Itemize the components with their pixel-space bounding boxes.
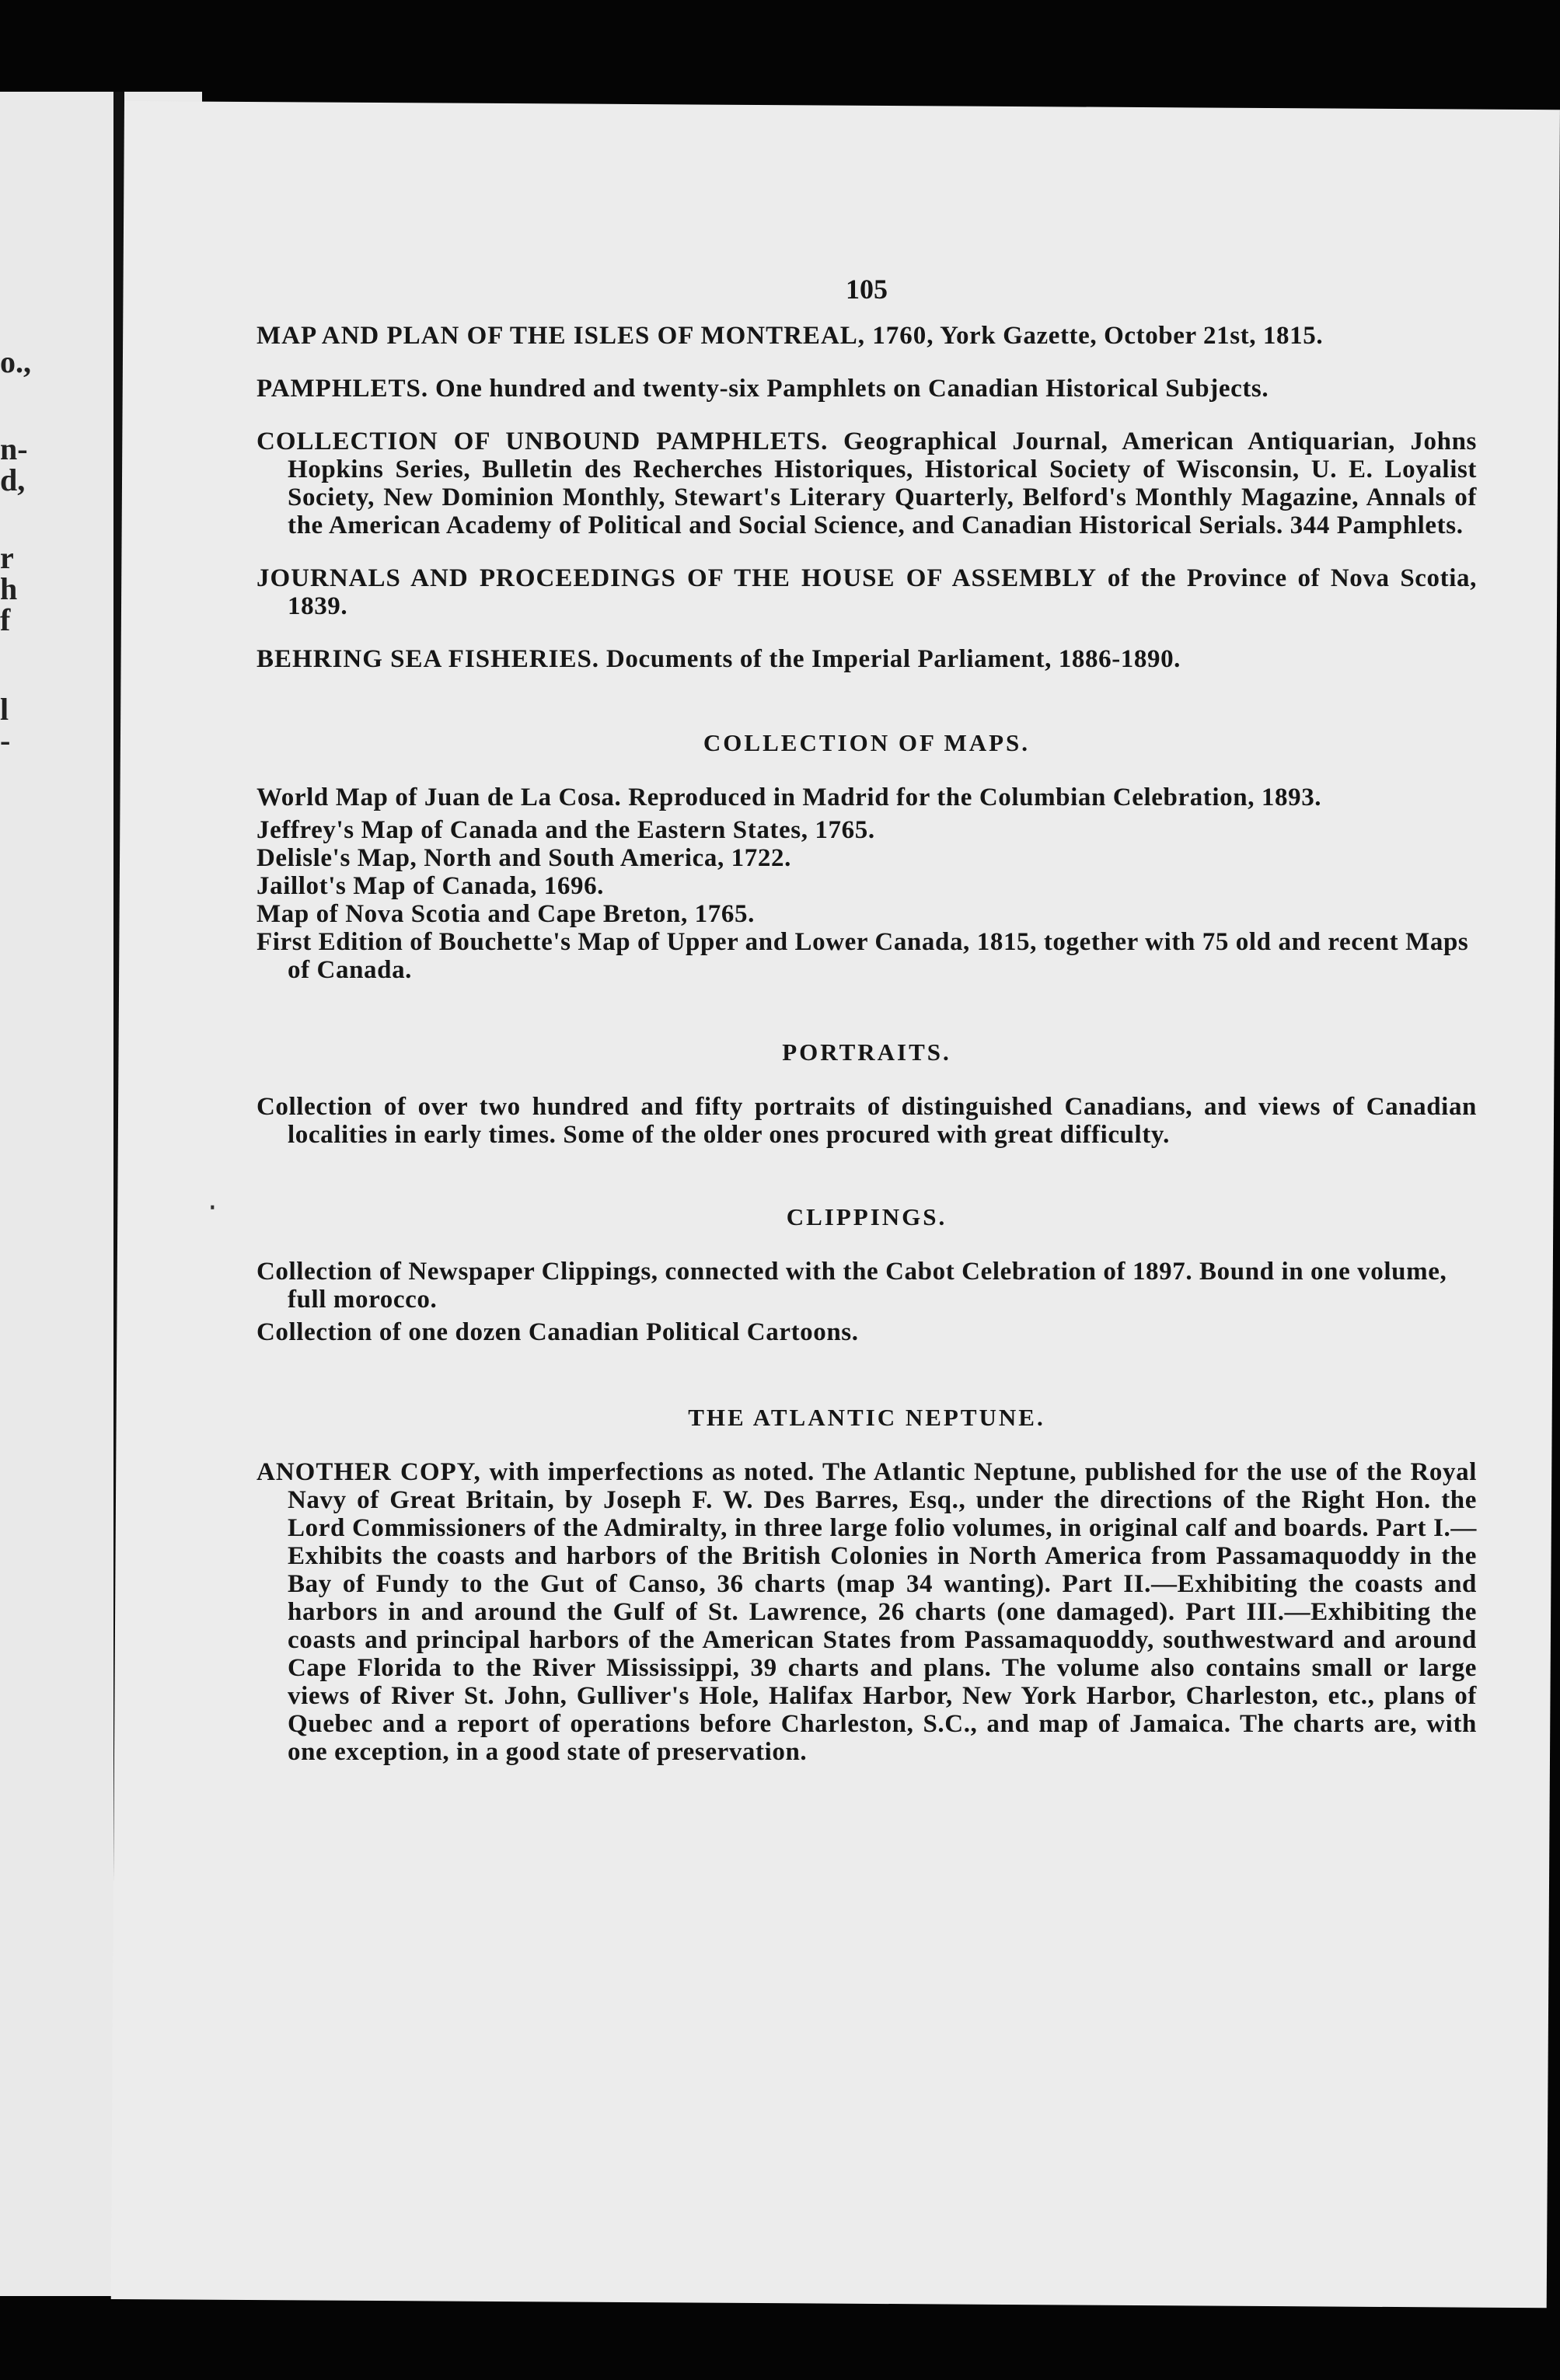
page-number: 105 — [846, 274, 888, 305]
entry-body: One hundred and twenty-six Pamphlets on Canadian Historical Subjects. — [435, 375, 1269, 403]
clippings-item: Collection of Newspaper Clippings, connected with the Cabot Celebration of 1897. Bound in one volume, full morocco. — [257, 1258, 1447, 1314]
left-page-fragment: r — [0, 540, 14, 575]
left-page-fragment: - — [0, 723, 11, 758]
left-page-fragment: l — [0, 692, 9, 727]
left-page-fragment: h — [0, 571, 18, 606]
catalog-entry-map-montreal — [257, 322, 1477, 350]
left-page-fragment: o., — [0, 344, 31, 379]
catalog-entry-pamphlets — [257, 375, 1477, 403]
entry-lead: ANOTHER COPY, — [257, 1458, 481, 1486]
section-heading-neptune: THE ATLANTIC NEPTUNE. — [688, 1404, 1045, 1431]
entry-body: Documents of the Imperial Parliament, 1886-1890. — [606, 645, 1181, 673]
entry-lead: JOURNALS AND PROCEEDINGS OF THE HOUSE OF ASSEMBLY — [257, 564, 1098, 592]
catalog-entry-atlantic-neptune — [257, 1458, 1477, 1766]
left-page-fragment: n- — [0, 431, 28, 466]
entry-body: of the Province of Nova Scotia, 1839. — [288, 564, 1477, 620]
map-item: World Map of Juan de La Cosa. Reproduced in Madrid for the Columbian Celebration, 1893. — [257, 783, 1322, 811]
catalog-entry-journals-assembly — [257, 564, 1477, 620]
left-page-fragment: d, — [0, 462, 26, 497]
entry-body: Geographical Journal, American Antiquarian, Johns Hopkins Series, Bulletin des Recherches Historiques, Historical Society of Wisconsin, U. E. Loyalist Society, New Dominion Monthly, Stewart's Literary Quarterly, Belford's Monthly Magazine, Annals of the American Academy of Political and Social Science, and Canadian Historical Serials. 344 Pamphlets. — [288, 427, 1477, 539]
catalog-entry-unbound-pamphlets — [257, 427, 1477, 539]
entry-lead: COLLECTION OF UNBOUND PAMPHLETS. — [257, 427, 829, 455]
map-item: Map of Nova Scotia and Cape Breton, 1765. — [257, 900, 755, 928]
entry-lead: MAP AND PLAN OF THE ISLES OF MONTREAL, 1760, — [257, 322, 934, 350]
map-item: First Edition of Bouchette's Map of Upper and Lower Canada, 1815, together with 75 old and recent Maps of Canada. — [257, 928, 1469, 984]
map-item: Delisle's Map, North and South America, 1722. — [257, 844, 791, 872]
page-content — [257, 176, 1477, 1791]
left-page-fragment: f — [0, 602, 11, 637]
map-item: Jaillot's Map of Canada, 1696. — [257, 872, 605, 900]
paper-speck — [211, 1206, 214, 1209]
map-item: Jeffrey's Map of Canada and the Eastern States, 1765. — [257, 816, 875, 844]
entry-lead: BEHRING SEA FISHERIES. — [257, 645, 600, 673]
entry-lead: PAMPHLETS. — [257, 375, 429, 403]
section-heading-clippings: CLIPPINGS. — [786, 1203, 948, 1230]
section-heading-maps: COLLECTION OF MAPS. — [703, 729, 1031, 756]
section-heading-portraits: PORTRAITS. — [782, 1038, 951, 1066]
catalog-entry-behring-sea — [257, 645, 1477, 673]
entry-body: with imperfections as noted. The Atlantic Neptune, published for the use of the Royal Navy of Great Britain, by Joseph F. W. Des Barres, Esq., under the directions of the Right Hon. the Lord Commissioners of the Admiralty, in three large folio volumes, in original calf and boards. Part I.—Exhibits the coasts and harbors of the British Colonies in North America from Passamaquoddy in the Bay of Fundy to the Gut of Canso, 36 charts (map 34 wanting). Part II.—Exhibiting the coasts and harbors in and around the Gulf of St. Lawrence, 26 charts (one damaged). Part III.—Exhibiting the coasts and principal harbors of the American States from Passamaquoddy, southwestward and around Cape Florida to the River Mississippi, 39 charts and plans. The volume also contains small or large views of River St. John, Gulliver's Hole, Halifax Harbor, New York Harbor, Charleston, etc., plans of Quebec and a report of operations before Charleston, S.C., and map of Jamaica. The charts are, with one exception, in a good state of preservation. — [288, 1458, 1477, 1766]
entry-body: York Gazette, October 21st, 1815. — [940, 322, 1324, 350]
portraits-text: Collection of over two hundred and fifty portraits of distinguished Canadians, and views of Canadian localities in early times. Some of the older ones procured with great difficulty. — [257, 1093, 1477, 1149]
clippings-item: Collection of one dozen Canadian Political Cartoons. — [257, 1318, 859, 1346]
